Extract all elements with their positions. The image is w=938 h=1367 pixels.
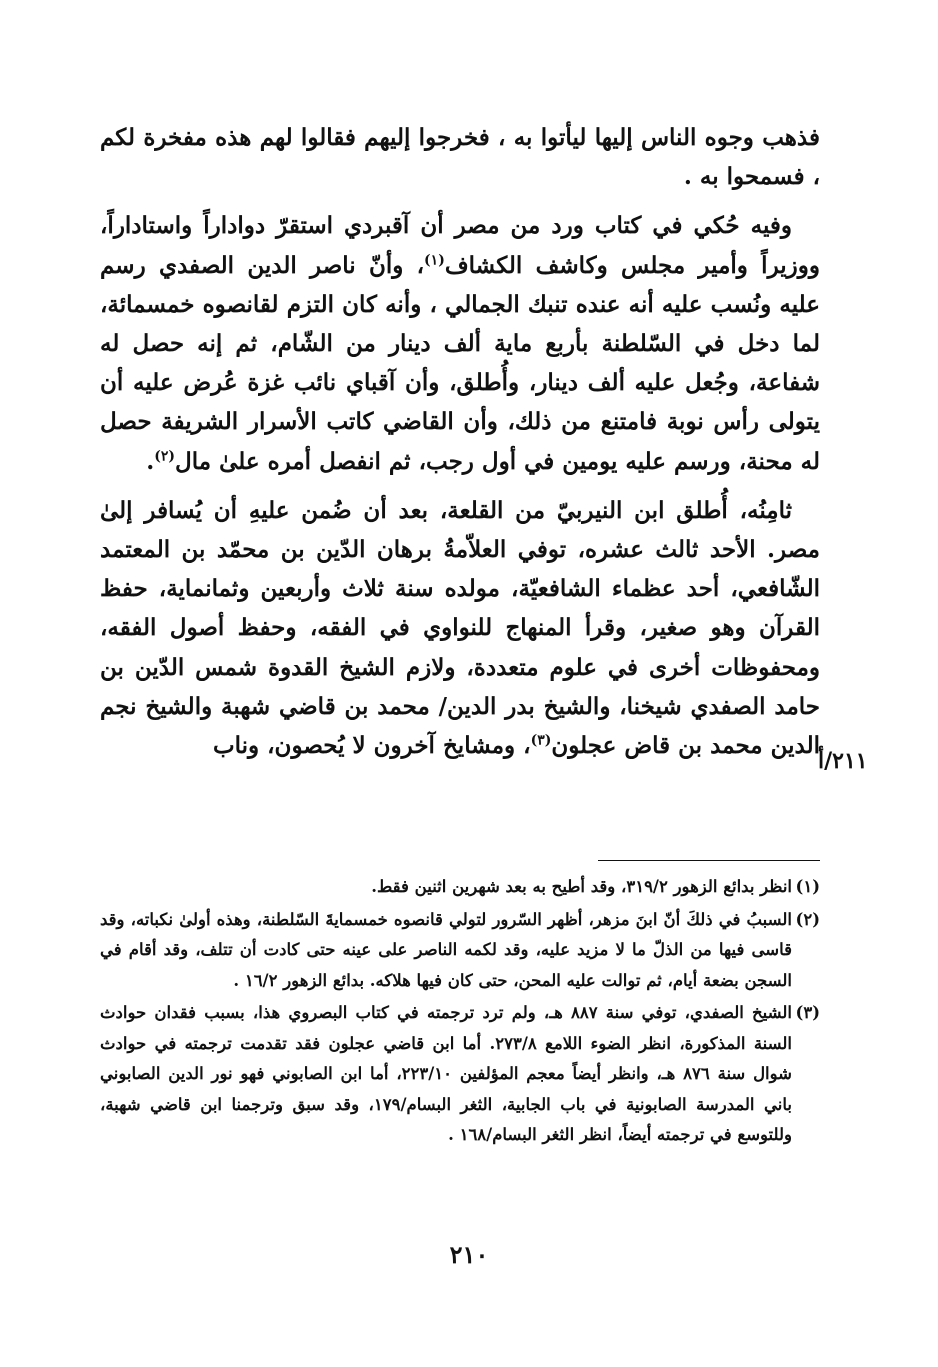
- footnote-1: [100, 872, 820, 903]
- paragraph-1: [100, 118, 820, 196]
- paragraph-2-text-b: ، وأنّ ناصر الدين الصفدي رسم عليه ونُسب عليه أنه عنده تنبك الجمالي ، وأنه كان التزم لقانصوه خمسمائة، لما دخل في السّلطنة بأربع ماية ألف دينار من الشّام، ثم إنه حصل له شفاعة، وجُعل عليه ألف دينار، وأُطلق، وأن آقباي نائب غزة عُرض عليه أن يتولى رأس نوبة فامتنع من ذلك، وأن القاضي كاتب الأسرار الشريفة حصل له محنة، ورسم عليه يومين في أول رجب، ثم انفصل أمره علىٰ مال: [100, 251, 820, 475]
- footnote-3-marker: (٣): [795, 1003, 820, 1022]
- footnote-2-marker: (٢): [795, 909, 820, 929]
- paragraph-3: [100, 491, 820, 765]
- footnote-ref-3[interactable]: (٣): [530, 732, 552, 749]
- page-number: ٢١٠: [449, 1240, 489, 1269]
- footnote-ref-2[interactable]: (٢): [154, 447, 176, 464]
- paragraph-1-text: فذهب وجوه الناس إليها ليأتوا به ، فخرجوا إليهم فقالوا لهم هذه مفخرة لكم ، فسمحوا به .: [100, 124, 820, 191]
- paragraph-2: [100, 206, 820, 480]
- paragraph-2-text-a: وفيه حُكي في كتاب ورد من مصر أن آقبردي استقرّ دواداراً واستاداراً، ووزيراً وأمير مجلس وكاشف الكشاف: [100, 212, 820, 279]
- footnote-1-marker: (١): [795, 877, 820, 896]
- manuscript-folio-marker: ٢١١/أ: [818, 748, 868, 774]
- footnote-3: [100, 998, 820, 1151]
- footnote-3-text: الشيخ الصفدي، توفي سنة ٨٨٧ هـ، ولم ترد ترجمته في كتاب البصروي هذا، بسبب فقدان حوادث السنة المذكورة، انظر الضوء اللامع ٢٧٣/٨. أما ابن قاضي عجلون فقد تقدمت ترجمته في حوادث شوال سنة ٨٧٦ هـ، وانظر أيضاً معجم المؤلفين ٢٢٣/١٠، أما ابن الصابوني فهو نور الدين الصابوني باني المدرسة الصابونية في باب الجابية، الثغر البسام/١٧٩، وقد سبق وترجمنا ابن قاضي شهبة، وللتوسع في ترجمته أيضاً، انظر الثغر البسام/١٦٨ .: [100, 1003, 792, 1144]
- footnote-2: [100, 905, 820, 997]
- footnote-1-text: انظر بدائع الزهور ٣١٩/٢، وقد أطيح به بعد شهرين اثنين فقط.: [371, 877, 792, 896]
- paragraph-3-text-b: ، ومشايخ آخرون لا يُحصون، وناب: [212, 732, 531, 760]
- footnotes: [100, 872, 820, 1153]
- footnote-ref-1[interactable]: (١): [424, 251, 445, 268]
- main-text: [100, 118, 820, 765]
- paragraph-2-text-c: .: [146, 447, 155, 475]
- footnote-2-text: السببُ في ذلكَ أنّ ابنَ مزهر، أظهر السّرور لتولي قانصوه خمسمايةَ السّلطنة، وهذه أولىٰ نكباته، وقد قاسى فيها من الذلّ ما لا مزيد عليه، وقد لكمه الناصر على عينه حتى كادت أن تتلف، وقد أقام في السجن بضعة أيام، ثم توالت عليه المحن، حتى كان فيها هلاكه. بدائع الزهور ١٦/٢ .: [100, 909, 792, 990]
- paragraph-3-text-a: ثامِنُه، أُطلق ابن النيربيّ من القلعة، بعد أن ضُمن عليهِ أن يُسافر إلىٰ مصر. الأحد ثالث عشره، توفي العلاّمةُ برهان الدّين بن محمّد بن المعتمد الشّافعي، أحد عظماء الشافعيّة، مولده سنة ثلاث وأربعين وثمانماية، حفظ القرآن وهو صغير، وقرأ المنهاج للنواوي في الفقه، وحفظ أصول الفقه، ومحفوظات أخرى في علوم متعددة، ولازم الشيخ القدوة شمس الدّين بن حامد الصفدي شيخنا، والشيخ بدر الدين/ محمد بن قاضي شهبة والشيخ نجم الدين محمد بن قاض عجلون: [100, 496, 820, 760]
- footnote-divider: [598, 860, 820, 861]
